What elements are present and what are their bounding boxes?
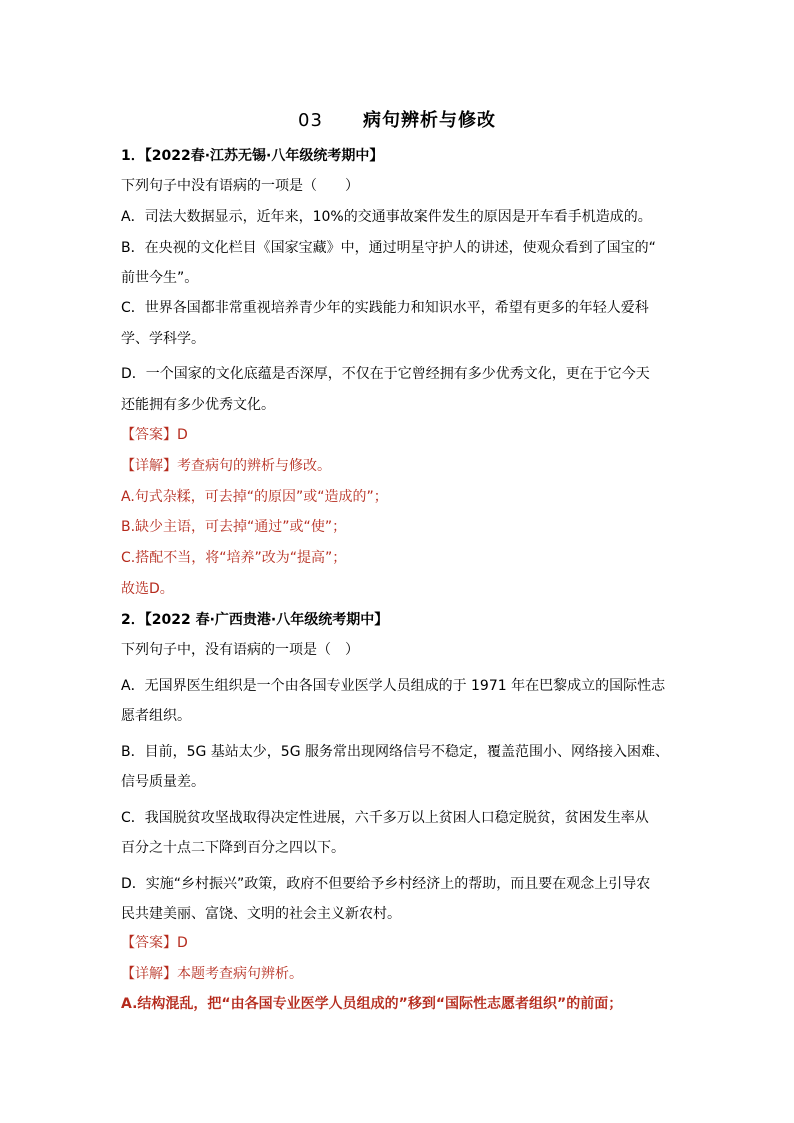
question-2-option-c-line1: C．我国脱贫攻坚战取得决定性进展，六千多万以上贫困人口稳定脱贫，贫困发生率从 [121,810,649,826]
question-2-option-c-line2: 百分之十点二下降到百分之四以下。 [121,840,345,856]
question-2-option-d-line2: 民共建美丽、富饶、文明的社会主义新农村。 [121,906,401,922]
question-2-detail [121,964,681,984]
question-2-header: 2．【2022 春·广西贵港·八年级统考期中】 [121,612,389,628]
question-1-stem: 下列句子中没有语病的一项是（ ） [121,178,359,194]
question-1-option-c-line2: 学、学科学。 [121,331,205,347]
detail-text: 考查病句的辨析与修改。 [177,458,331,474]
detail-text: 本题考查病句辨析。 [177,966,303,982]
question-1-conclusion: 故选D。 [121,581,174,597]
question-2-option-b-line1: B．目前，5G 基站太少，5G 服务常出现网络信号不稳定，覆盖范围小、网络接入困难、 [121,744,670,760]
question-1-detail [121,456,681,476]
question-1-option-d-line1: D．一个国家的文化底蕴是否深厚，不仅在于它曾经拥有多少优秀文化，更在于它今天 [121,366,650,382]
question-1-answer [121,425,681,445]
question-1-option-b-line2: 前世今生”。 [121,270,199,286]
question-2-option-a-line1: A．无国界医生组织是一个由各国专业医学人员组成的于 1971 年在巴黎成立的国际性志 [121,678,666,694]
question-1-explanation-b: B.缺少主语，可去掉“通过”或“使”； [121,519,347,535]
question-1-option-b-line1: B．在央视的文化栏目《国家宝藏》中，通过明星守护人的讲述，使观众看到了国宝的“ [121,240,656,256]
question-1-explanation-a: A.句式杂糅，可去掉“的原因”或“造成的”； [121,489,388,505]
question-1-explanation-c: C.搭配不当，将“培养”改为“提高”； [121,550,347,566]
question-2-answer [121,933,681,953]
detail-label: 【详解】 [121,966,177,982]
detail-label: 【详解】 [121,458,177,474]
question-2-option-a-line2: 愿者组织。 [121,708,191,724]
question-1-option-c-line1: C．世界各国都非常重视培养青少年的实践能力和知识水平，希望有更多的年轻人爱科 [121,300,649,316]
answer-label: 【答案】 [121,935,177,951]
section-title: 病句辨析与修改 [362,110,496,131]
answer-value: D [177,935,188,951]
answer-label: 【答案】 [121,427,177,443]
answer-value: D [177,427,188,443]
section-number: 03 [298,110,323,131]
question-2-explanation-a: A.结构混乱，把“由各国专业医学人员组成的”移到“国际性志愿者组织”的前面； [121,996,623,1012]
question-2-stem: 下列句子中，没有语病的一项是（ ） [121,642,359,658]
question-2-option-b-line2: 信号质量差。 [121,774,205,790]
question-2-option-d-line1: D．实施“乡村振兴”政策，政府不但要给予乡村经济上的帮助，而且要在观念上引导农 [121,876,651,892]
question-1-header: 1．【2022春·江苏无锡·八年级统考期中】 [121,148,384,164]
question-1-option-d-line2: 还能拥有多少优秀文化。 [121,397,275,413]
page-title [0,106,794,132]
question-1-option-a: A．司法大数据显示，近年来，10%的交通事故案件发生的原因是开车看手机造成的。 [121,209,652,225]
